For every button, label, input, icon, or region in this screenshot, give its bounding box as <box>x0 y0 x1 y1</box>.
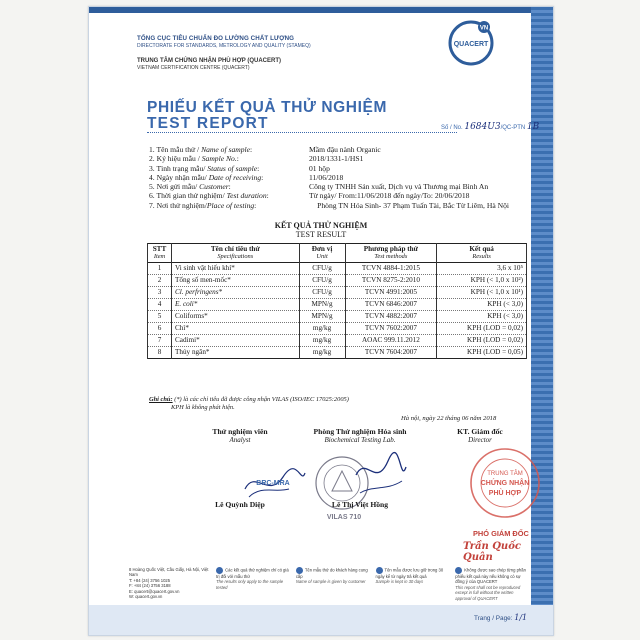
report-number-value: 1684U3 <box>464 122 501 132</box>
cell-result: KPH (< 1,0 x 10¹) <box>437 287 527 299</box>
info-value: Công ty TNHH Sản xuất, Dịch vụ và Thương mại Bình An <box>309 182 489 192</box>
report-title-en: TEST REPORT <box>147 115 269 132</box>
cell-unit: MPN/g <box>299 311 345 323</box>
quacert-round-stamp <box>461 443 551 523</box>
cell-spec: Chì* <box>171 323 299 335</box>
agency-name-vn: TỔNG CỤC TIÊU CHUẨN ĐO LƯỜNG CHẤT LƯỢNG <box>137 35 295 42</box>
analyst-block <box>185 427 295 444</box>
info-row <box>149 173 529 182</box>
report-number-label: Số / No. <box>441 125 463 131</box>
footer-contact <box>129 567 210 601</box>
centre-name-vn: TRUNG TÂM CHỨNG NHẬN PHÙ HỢP (QUACERT) <box>137 58 281 64</box>
report-number-suffix: /QC-PTN <box>500 125 526 131</box>
footer-note-4: Không được sao chép từng phần phiếu kết quả này nếu không có sự đồng ý của QUACERT This report shall not be reproduced except in full without the written approval of QUACERT <box>455 567 526 601</box>
info-label: 1. Tên mẫu thử / Name of sample: <box>149 145 253 154</box>
info-icon <box>216 567 223 574</box>
results-table <box>147 243 527 359</box>
footer-note-1: Các kết quả thử nghiệm chỉ có giá trị đối với mẫu thử The results only apply to the sample tested <box>216 567 289 590</box>
cell-method: AOAC 999.11.2012 <box>345 335 437 347</box>
info-label: 6. Thời gian thử nghiệm/ Test duration: <box>149 191 269 201</box>
sample-info <box>149 145 529 210</box>
logo-letters: VN <box>479 25 489 32</box>
header-method: Phương pháp thử Test methods <box>345 244 437 263</box>
header-stt: STT Item <box>148 244 172 263</box>
cell-stt: 5 <box>148 311 172 323</box>
director-title: KT. Giám đốc <box>457 427 503 436</box>
cell-stt: 2 <box>148 275 172 287</box>
lab-head-name: Lê Thị Việt Hồng <box>331 500 389 509</box>
page-value: 1/1 <box>514 613 528 622</box>
info-label: 7. Nơi thử nghiệm/Place of testing: <box>149 200 257 210</box>
table-row <box>148 323 527 335</box>
footer-note-3: Tên mẫu được lưu giữ trong 30 ngày kể từ ngày trả kết quả Sample is kept in 30 days <box>375 567 444 585</box>
info-icon <box>296 567 303 574</box>
table-row <box>148 263 527 275</box>
footer-web: W: quacert.gov.vn <box>129 594 163 600</box>
analyst-name: Lê Quỳnh Diệp <box>215 500 265 509</box>
cell-unit: mg/kg <box>299 347 345 359</box>
table-row <box>148 275 527 287</box>
cell-result: KPH (< 1,0 x 10²) <box>437 275 527 287</box>
cell-spec: Tổng số men-mốc* <box>171 275 299 287</box>
info-value: 01 hộp <box>309 163 330 173</box>
centre-name-en: VIETNAM CERTIFICATION CENTRE (QUACERT) <box>137 65 250 71</box>
cell-stt: 3 <box>148 287 172 299</box>
info-value: 2018/1331-1/HS1 <box>309 154 364 164</box>
cell-spec: Coliforms* <box>171 311 299 323</box>
info-label: 5. Nơi gửi mẫu/ Customer: <box>149 182 231 192</box>
info-row <box>149 201 529 210</box>
top-border <box>89 7 553 13</box>
note-line1: (*) là các chỉ tiêu đã được công nhận VILAS (ISO/IEC 17025:2005) <box>172 396 349 403</box>
cell-result: KPH (LOD = 0,02) <box>437 335 527 347</box>
lab-title: Phòng Thử nghiệm Hóa sinh <box>313 427 407 436</box>
quacert-logo <box>447 19 495 67</box>
cell-stt: 8 <box>148 347 172 359</box>
stamp-center-mid: CHỨNG NHẬN <box>480 480 530 487</box>
cell-method: TCVN 4991:2005 <box>345 287 437 299</box>
info-row <box>149 191 529 200</box>
footer-note-2: Tên mẫu thử do khách hàng cung cấp Name of sample is given by customer <box>295 567 368 585</box>
result-title-vn: KẾT QUẢ THỬ NGHIỆM <box>274 221 368 230</box>
cell-spec: Thủy ngân* <box>171 347 299 359</box>
cell-result: KPH (< 3,0) <box>437 311 527 323</box>
footer-fax: F: +84 (24) 3756 3188 <box>129 583 171 589</box>
cell-spec: Vi sinh vật hiếu khí* <box>171 263 299 275</box>
cell-method: TCVN 7602:2007 <box>345 323 437 335</box>
director-title-en: Director <box>468 436 492 444</box>
result-title-en: TEST RESULT <box>295 230 347 239</box>
brc-mra-text: BRC-MRA <box>256 480 290 487</box>
cell-unit: CFU/g <box>299 287 345 299</box>
cell-unit: mg/kg <box>299 323 345 335</box>
cell-stt: 4 <box>148 299 172 311</box>
report-number <box>441 122 539 132</box>
agency-name-en: DIRECTORATE FOR STANDARDS, METROLOGY AND QUALITY (STAMEQ) <box>137 43 311 49</box>
table-row <box>148 299 527 311</box>
info-label: 3. Tình trạng mẫu/ Status of sample: <box>149 163 260 173</box>
results-header-row <box>148 244 527 263</box>
note <box>149 396 529 412</box>
header-unit: Đơn vị Unit <box>299 244 345 263</box>
info-value: Mầm đậu nành Organic <box>309 145 381 154</box>
table-row <box>148 335 527 347</box>
cell-spec: Cadimi* <box>171 335 299 347</box>
cell-method: TCVN 4882:2007 <box>345 311 437 323</box>
info-icon <box>455 567 462 574</box>
cell-result: KPH (< 3,0) <box>437 299 527 311</box>
info-row <box>149 154 529 163</box>
footer-address: 8 Hoàng Quốc Việt, Cầu Giấy, Hà Nội, Việt Nam <box>129 567 209 578</box>
lab-block <box>295 427 425 444</box>
header-result: Kết quả Results <box>437 244 527 263</box>
cell-unit: CFU/g <box>299 263 345 275</box>
cell-unit: mg/kg <box>299 335 345 347</box>
page-number <box>474 613 527 622</box>
note-line2: KPH là không phát hiện. <box>171 404 235 411</box>
cell-spec: E. coli* <box>171 299 299 311</box>
header-spec: Tên chỉ tiêu thử Specifications <box>171 244 299 263</box>
cell-result: KPH (LOD = 0,05) <box>437 347 527 359</box>
logo-text: QUACERT <box>453 41 489 48</box>
table-row <box>148 287 527 299</box>
info-value: 11/06/2018 <box>309 172 344 182</box>
cell-stt: 1 <box>148 263 172 275</box>
stamp-center-top: TRUNG TÂM <box>487 471 523 477</box>
cell-unit: CFU/g <box>299 275 345 287</box>
vilas-text: VILAS 710 <box>326 514 362 521</box>
cell-method: TCVN 4884-1:2015 <box>345 263 437 275</box>
info-value: Phòng TN Hóa Sinh- 37 Phạm Tuấn Tài, Bắc Từ Liêm, Hà Nội <box>317 200 509 210</box>
cell-result: 3,6 x 10⁵ <box>437 263 527 275</box>
report-title-vn: PHIẾU KẾT QUẢ THỬ NGHIỆM <box>147 99 387 116</box>
title-rule <box>147 132 457 133</box>
cell-method: TCVN 7604:2007 <box>345 347 437 359</box>
info-label: 2. Ký hiệu mẫu / Sample No.: <box>149 154 239 164</box>
analyst-title: Thử nghiệm viên <box>212 427 268 436</box>
cell-unit: MPN/g <box>299 299 345 311</box>
cell-method: TCVN 8275-2:2010 <box>345 275 437 287</box>
director-block <box>425 427 535 444</box>
page-label: Trang / Page: <box>474 615 513 622</box>
footer-phone: T: +84 (24) 3756 1025 <box>129 577 171 583</box>
lab-title-en: Biochemical Testing Lab. <box>324 436 396 444</box>
footer-email: E: quacert@quacert.gov.vn <box>129 588 180 594</box>
cell-spec: Cl. perfringens* <box>171 287 299 299</box>
cell-result: KPH (LOD = 0,02) <box>437 323 527 335</box>
info-row <box>149 182 529 191</box>
info-icon <box>376 567 383 574</box>
cell-method: TCVN 6846:2007 <box>345 299 437 311</box>
info-row <box>149 164 529 173</box>
agency-header <box>137 35 437 71</box>
note-label: Ghi chú: <box>149 396 173 403</box>
test-report-sheet <box>88 6 554 636</box>
vice-director-title: PHÓ GIÁM ĐỐC <box>473 529 529 538</box>
table-row <box>148 347 527 359</box>
info-row <box>149 145 529 154</box>
vice-director-name: Trần Quốc Quân <box>463 541 521 563</box>
info-label: 4. Ngày nhận mẫu/ Date of receiving: <box>149 172 264 182</box>
report-number-tail: 1B <box>526 122 540 132</box>
place-date: Hà nội, ngày 22 tháng 06 năm 2018 <box>401 415 497 422</box>
stamp-center-bot: PHÙ HỢP <box>488 490 522 497</box>
info-value: Từ ngày/ From:11/06/2018 đến ngày/To: 20/06/2018 <box>309 191 470 201</box>
cell-stt: 7 <box>148 335 172 347</box>
footer <box>129 567 529 601</box>
table-row <box>148 311 527 323</box>
analyst-title-en: Analyst <box>229 436 251 444</box>
cell-stt: 6 <box>148 323 172 335</box>
vilas-stamp <box>304 445 409 523</box>
